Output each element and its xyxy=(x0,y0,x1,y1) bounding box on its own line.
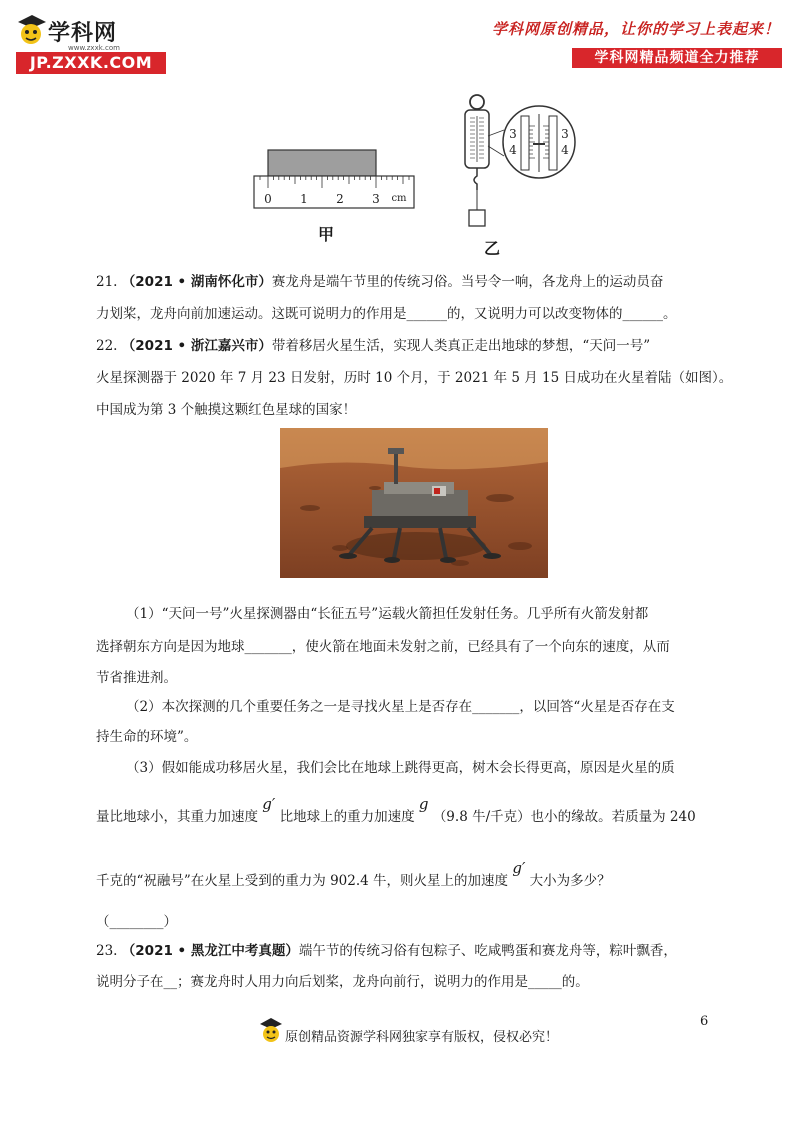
q22-answer-blank: （________） xyxy=(96,914,177,930)
q22-p1-line3: 节省推进剂。 xyxy=(96,670,177,686)
q22-p3-line1: （3）假如能成功移居火星，我们会比在地球上跳得更高，树木会长得更高，原因是火星的质 xyxy=(126,760,675,776)
footer-copyright: 原创精品资源学科网独家享有版权，侵权必究！ xyxy=(285,1030,559,1045)
logo-name: 学科网 xyxy=(48,21,118,46)
q22-p1-line1: （1）“天问一号”火星探测器由“长征五号”运载火箭担任发射任务。几乎所有火箭发射都 xyxy=(126,606,649,622)
q21-text1: 赛龙舟是端午节里的传统习俗。当号令一响，各龙舟上的运动员奋 xyxy=(271,274,664,290)
q23-text1: 端午节的传统习俗有包粽子、吃咸鸭蛋和赛龙舟等，粽叶飘香， xyxy=(298,943,677,959)
ruler-tick-2: 2 xyxy=(336,192,344,206)
ruler-tick-3: 3 xyxy=(372,192,380,206)
logo-url: JP.ZXXK.COM xyxy=(16,52,166,74)
block xyxy=(268,150,376,176)
spring-scale-figure xyxy=(455,92,595,252)
q22-source: （2021 • 浙江嘉兴市） xyxy=(121,338,272,354)
q22-p3-text2b: 比地球上的重力加速度 xyxy=(279,809,415,825)
g-prime-symbol-2: g′ xyxy=(512,859,526,877)
ruler-tick-1: 1 xyxy=(300,192,308,206)
q23-source: （2021 • 黑龙江中考真题） xyxy=(121,943,299,959)
q22-line3: 中国成为第 3 个触摸这颗红色星球的国家！ xyxy=(96,402,357,418)
q22-p3-line2 xyxy=(96,795,696,827)
q21-source: （2021 • 湖南怀化市） xyxy=(121,274,272,290)
ruler xyxy=(254,176,414,208)
header-banner: 学科网精品频道全力推荐 xyxy=(572,48,782,68)
q23-line2: 说明分子在__；赛龙舟时人用力向后划桨，龙舟向前行，说明力的作用是_____的。 xyxy=(96,974,589,990)
figure-label-jia: 甲 xyxy=(318,225,335,244)
q22-p3-text2c: （9.8 牛/千克）也小的缘故。若质量为 240 xyxy=(432,809,696,825)
scale-mark-right-3: 3 xyxy=(561,127,569,141)
figure-label-yi: 乙 xyxy=(484,239,501,258)
q22-p3-text3a: 千克的“祝融号”在火星上受到的重力为 902.4 牛，则火星上的加速度 xyxy=(96,873,509,889)
q21-number: 21. xyxy=(96,274,118,290)
logo xyxy=(12,12,162,74)
q21-line1 xyxy=(96,272,663,292)
g-symbol: g xyxy=(418,795,429,813)
q22-p3-text3b: 大小为多少？ xyxy=(529,873,611,889)
scale-mark-right-4: 4 xyxy=(561,143,569,157)
q22-text1: 带着移居火星生活，实现人类真正走出地球的梦想，“天问一号” xyxy=(271,338,651,354)
scale-hook xyxy=(474,168,477,190)
ruler-figure xyxy=(250,140,420,215)
header-slogan: 学科网原创精品，让你的学习上表起来！ xyxy=(491,20,780,38)
q21-line2: 力划桨，龙舟向前加速运动。这既可说明力的作用是______的，又说明力可以改变物体的______。 xyxy=(96,306,677,322)
ruler-unit: cm xyxy=(391,193,407,204)
ruler-tick-0: 0 xyxy=(264,192,272,206)
q23-number: 23. xyxy=(96,943,118,959)
mascot-icon xyxy=(14,12,48,52)
hanging-weight xyxy=(469,210,485,226)
q22-number: 22. xyxy=(96,338,118,354)
scale-mark-left-3: 3 xyxy=(509,127,517,141)
q22-line1 xyxy=(96,336,650,356)
q22-p3-text2a: 量比地球小，其重力加速度 xyxy=(96,809,258,825)
q23-line1 xyxy=(96,941,677,961)
scale-mark-left-4: 4 xyxy=(509,143,517,157)
scale-ring xyxy=(470,95,484,109)
q22-p2-line1: （2）本次探测的几个重要任务之一是寻找火星上是否存在_______，以回答“火星是否存在支 xyxy=(126,699,675,715)
mars-lander-photo xyxy=(280,428,548,578)
page-number: 6 xyxy=(700,1014,709,1029)
q22-p1-line2: 选择朝东方向是因为地球_______，使火箭在地面未发射之前，已经具有了一个向东的速度，从而 xyxy=(96,639,670,655)
footer-mascot-icon xyxy=(258,1016,284,1046)
q22-p2-line2: 持生命的环境”。 xyxy=(96,729,198,745)
g-prime-symbol: g′ xyxy=(262,795,276,813)
q22-p3-line3 xyxy=(96,859,611,891)
q22-line2: 火星探测器于 2020 年 7 月 23 日发射，历时 10 个月，于 2021 年 5 月 15 日成功在火星着陆（如图）。 xyxy=(96,370,733,386)
logo-sub: www.zxxk.com xyxy=(68,44,120,52)
